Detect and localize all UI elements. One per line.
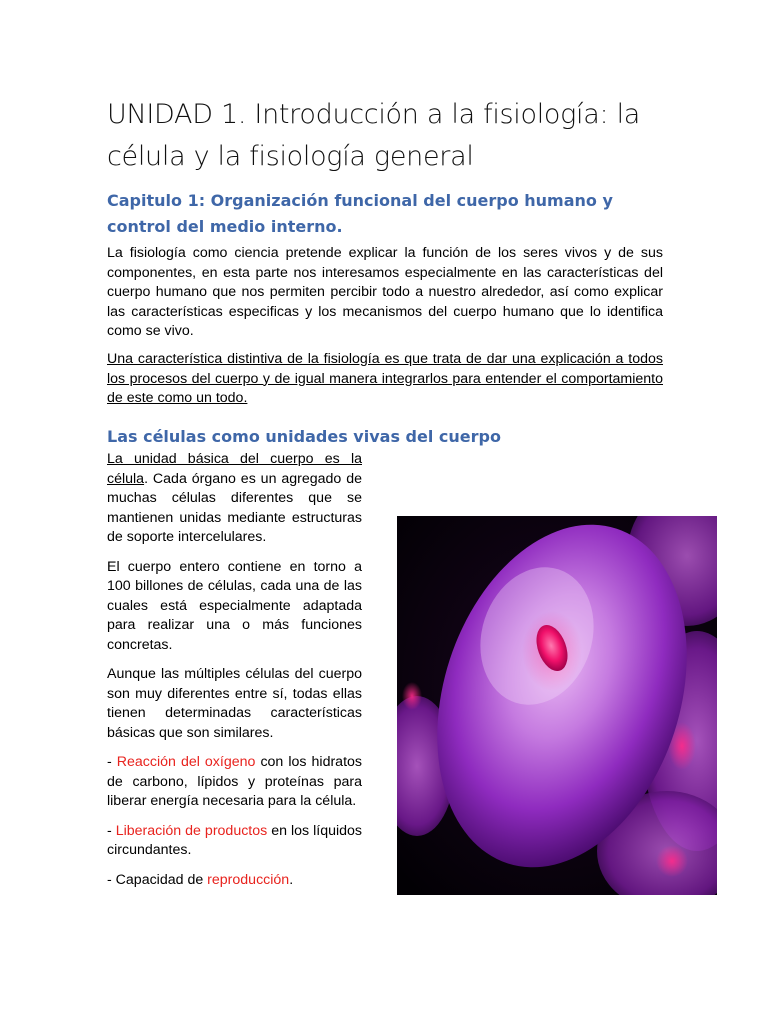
bullet-prefix: - — [107, 754, 117, 770]
cell-illustration — [397, 516, 717, 895]
underlined-statement: Una característica distintiva de la fisiología es que trata de dar una explicación a todos los procesos del cuerpo y de igual manera integrarlos para entender el comportamiento de este como un todo. — [107, 351, 663, 406]
bullet-rest: . — [289, 871, 294, 888]
bullet-oxygen — [107, 753, 362, 812]
cells-paragraph-3: Aunque las múltiples células del cuerpo son muy diferentes entre sí, todas ellas tienen determinadas características básicas que son similares. — [107, 666, 362, 741]
cells-paragraph-1 — [107, 450, 362, 548]
page-title: UNIDAD 1. Introducción a la fisiología: la célula y la fisiología general — [107, 99, 641, 172]
bullet-products — [107, 822, 362, 861]
bullet-prefix: - — [107, 822, 116, 839]
cells-definition-underlined: La unidad básica del cuerpo es la célula — [107, 451, 362, 487]
intro-paragraph: La fisiología como ciencia pretende explicar la función de los seres vivos y de sus componentes, en esta parte nos interesamos especialmente en las características del cuerpo humano que nos permiten percibir todo a nuestro alrededor, así como explicar las características especificas y los mecanismos del cuerpo humano que lo identifica como se vivo. — [107, 245, 663, 339]
background-nucleus — [656, 845, 688, 877]
cells-text-column — [107, 450, 362, 900]
bullet-highlight: reproducción — [207, 871, 290, 888]
bullet-prefix: - Capacidad de — [107, 871, 208, 888]
chapter-heading: Capitulo 1: Organización funcional del cuerpo humano y control del medio interno. — [107, 191, 613, 236]
background-nucleus — [402, 682, 422, 710]
cells-paragraph-2: El cuerpo entero contiene en torno a 100 billones de células, cada una de las cuales está especialmente adaptada para realizar una o más funciones concretas. — [107, 558, 362, 653]
cell-image — [397, 516, 717, 895]
bullet-highlight: Reacción del oxígeno — [116, 754, 256, 770]
section-heading: Las células como unidades vivas del cuerpo — [107, 427, 501, 446]
bullet-rest: con los hidratos de carbono, lípidos y proteínas para liberar energía necesaria para la célula. — [107, 754, 362, 809]
cells-paragraph-1-rest: . Cada órgano es un agregado de muchas células diferentes que se mantienen unidas mediante estructuras de soporte intercelulares. — [107, 470, 362, 545]
bullet-reproduction — [107, 871, 362, 891]
bullet-rest: en los líquidos circundantes. — [107, 822, 362, 858]
bullet-highlight: Liberación de productos — [115, 822, 268, 839]
